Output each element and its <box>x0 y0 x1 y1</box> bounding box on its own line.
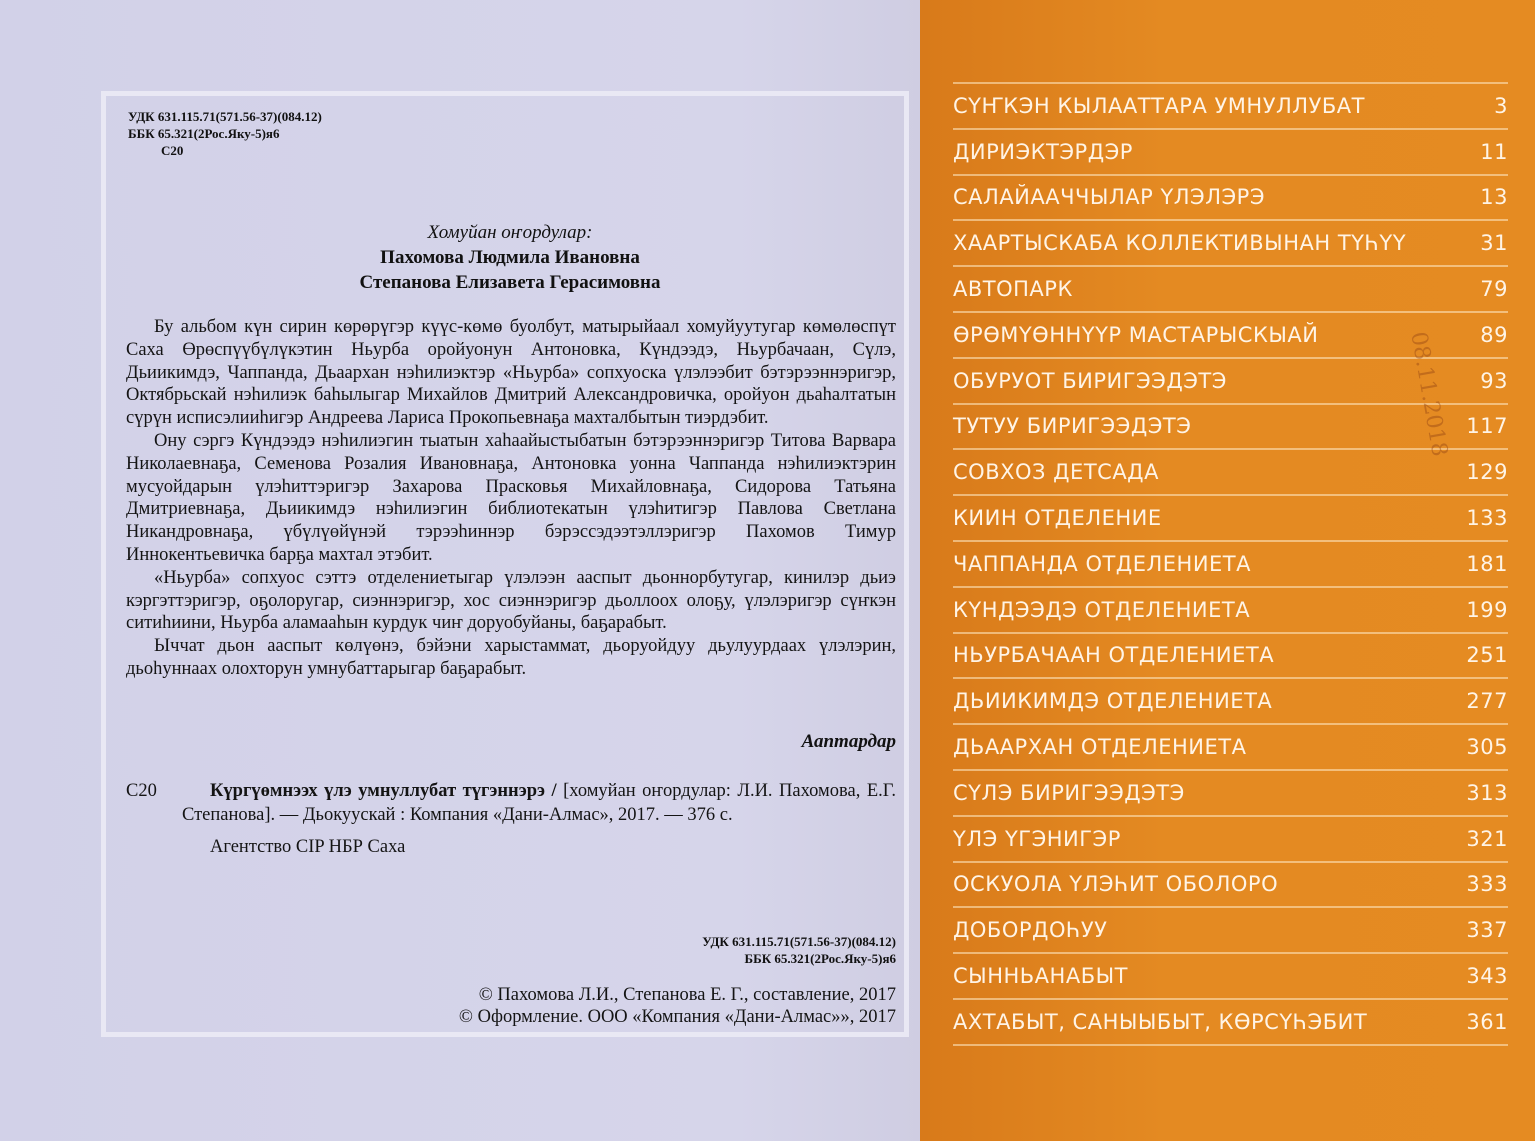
toc-page-number: 3 <box>1494 93 1508 118</box>
toc-title: НЬУРБАЧААН ОТДЕЛЕНИЕТА <box>953 643 1275 668</box>
toc-page-number: 277 <box>1466 689 1508 714</box>
compilers-block <box>120 220 900 295</box>
compiler-name: Степанова Елизавета Герасимовна <box>359 272 661 293</box>
toc-page-number: 199 <box>1466 597 1508 622</box>
toc-page-number: 133 <box>1466 506 1508 531</box>
paragraph: Ону сэргэ Күндээдэ нэһилиэгин тыатын хаһаайыстыбатын бэтэрээннэригэр Титова Варвара Николаевнаҕа, Семенова Розалия Ивановнаҕа, Антоновка уонна Чаппанда нэһилиэктэрин мусуойдарын үлэһиттэригэр Захарова Прасковья Михайловнаҕа, Сидорова Татьяна Дмитриевнаҕа, Дьиикимдэ нэһилиэгин библиотекатын үлэһитигэр Павлова Светлана Никандровнаҕа, үбүлүөйүнэй тэрээһиннэр бэрэссэдээтэллэригэр Пахомов Тимур Иннокентьевичка барҕа махтал этэбит. <box>126 430 896 565</box>
toc-page-number: 251 <box>1466 643 1508 668</box>
compiler-name: Пахомова Людмила Ивановна <box>380 247 640 268</box>
toc-item[interactable] <box>953 679 1508 725</box>
author-mark: С20 <box>161 143 184 158</box>
toc-page-number: 31 <box>1480 231 1508 256</box>
toc-item[interactable] <box>953 954 1508 1000</box>
udk-bottom <box>560 933 896 967</box>
toc-item[interactable] <box>953 130 1508 176</box>
toc-page-number: 93 <box>1480 368 1508 393</box>
toc-title: ДЬИИКИМДЭ ОТДЕЛЕНИЕТА <box>953 689 1273 714</box>
toc-item[interactable] <box>953 176 1508 222</box>
toc-title: СҮЛЭ БИРИГЭЭДЭТЭ <box>953 780 1185 805</box>
bbk-line: ББК 65.321(2Рос.Яку-5)я6 <box>128 126 280 141</box>
toc-title: ХААРТЫСКАБА КОЛЛЕКТИВЫНАН ТҮҺҮҮ <box>953 231 1407 256</box>
toc-item[interactable] <box>953 863 1508 909</box>
toc-title: СҮҤКЭН КЫЛААТТАРА УМНУЛЛУБАТ <box>953 93 1365 118</box>
toc-title: КИИН ОТДЕЛЕНИЕ <box>953 506 1162 531</box>
toc-item[interactable] <box>953 496 1508 542</box>
paragraph: «Ньурба» сопхуос сэттэ отделениетыгар үлэлээн ааспыт дьоннорбутугар, кинилэр дьиэ кэргэттэригэр, оҕолоругар, сиэннэригэр, хос сиэннэригэр дьоллоох олоҕу, үлэлэригэр сүҥкэн ситиһиини, Ньурба аламааһын курдук чиҥ доруобуйаны, баҕарабыт. <box>126 567 896 634</box>
toc-title: АВТОПАРК <box>953 277 1073 302</box>
toc-page-number: 181 <box>1466 551 1508 576</box>
biblio-text <box>182 779 896 827</box>
toc-title: ЧАППАНДА ОТДЕЛЕНИЕТА <box>953 551 1252 576</box>
toc-page-number: 321 <box>1466 826 1508 851</box>
paragraph: Ыччат дьон ааспыт көлүөнэ, бэйэни харыстаммат, дьоруойдуу дьулуурдаах үлэлэрин, дьоһуннаах олохторун умнубаттарыгар баҕарабыт. <box>126 636 896 679</box>
toc-item[interactable] <box>953 1000 1508 1046</box>
acknowledgement-text <box>126 316 896 681</box>
udk-line: УДК 631.115.71(571.56-37)(084.12) <box>128 109 322 124</box>
toc-page-number: 313 <box>1466 780 1508 805</box>
biblio-title: Күргүөмнээх үлэ умнуллубат түгэннэрэ / <box>210 781 557 801</box>
toc-title: СЫННЬАНАБЫТ <box>953 964 1128 989</box>
bbk-line: ББК 65.321(2Рос.Яку-5)я6 <box>744 951 896 966</box>
toc-item[interactable] <box>953 450 1508 496</box>
toc-item[interactable] <box>953 542 1508 588</box>
toc-page-number: 89 <box>1480 322 1508 347</box>
toc-title: АХТАБЫТ, САНЫЫБЫТ, КӨРСҮҺЭБИТ <box>953 1009 1368 1034</box>
toc-title: ОСКУОЛА ҮЛЭҺИТ ОБОЛОРО <box>953 872 1279 897</box>
udk-top <box>128 108 322 159</box>
toc-title: ҮЛЭ ҮГЭНИГЭР <box>953 826 1121 851</box>
toc-title: ОБУРУОТ БИРИГЭЭДЭТЭ <box>953 368 1227 393</box>
toc-title: КҮНДЭЭДЭ ОТДЕЛЕНИЕТА <box>953 597 1251 622</box>
toc-page-number: 337 <box>1466 918 1508 943</box>
toc-title: СОВХОЗ ДЕТСАДА <box>953 460 1159 485</box>
paragraph: Бу альбом күн сирин көрөрүгэр күүс-көмө буолбут, матырыйаал хомуйуутугар көмөлөспүт Саха Өрөспүүбүлүкэтин Ньурба оройуонун Антоновка, Күндээдэ, Ньурбачаан, Сүлэ, Дьиикимдэ, Чаппанда, Дьаархан нэһилиэктэр «Ньурба» сопхуоска үлэлээбит бэтэрээннэригэр, Октябрьскай нэһилиэк баһылыгар Михайлов Дмитрий Александровичка, оройуон дьаһалтатын сүрүн исписэлииһигэр Андреева Лариса Прокопьевнаҕа махталбытын тиэрдэбит. <box>126 317 896 429</box>
toc-item[interactable] <box>953 725 1508 771</box>
toc-page-number: 117 <box>1466 414 1508 439</box>
biblio-code: С20 <box>126 781 157 801</box>
toc-page-number: 305 <box>1466 735 1508 760</box>
toc-title: ДИРИЭКТЭРДЭР <box>953 139 1133 164</box>
toc-item[interactable] <box>953 588 1508 634</box>
toc-page-number: 13 <box>1480 185 1508 210</box>
udk-line: УДК 631.115.71(571.56-37)(084.12) <box>702 934 896 949</box>
copyright-line: © Пахомова Л.И., Степанова Е. Г., составление, 2017 <box>478 985 896 1005</box>
toc-title: САЛАЙААЧЧЫЛАР ҮЛЭЛЭРЭ <box>953 185 1266 210</box>
toc-title: ДОБОРДОҺУУ <box>953 918 1108 943</box>
toc-title: ТУТУУ БИРИГЭЭДЭТЭ <box>953 414 1192 439</box>
toc-title: ӨРӨМҮӨННҮҮР МАСТАРЫСКЫАЙ <box>953 322 1319 347</box>
toc-item[interactable] <box>953 908 1508 954</box>
toc-page-number: 361 <box>1466 1009 1508 1034</box>
toc-item[interactable] <box>953 771 1508 817</box>
authors-signature: Ааптардар <box>801 731 896 752</box>
table-of-contents <box>953 82 1508 1046</box>
toc-page-number: 343 <box>1466 964 1508 989</box>
toc-item[interactable] <box>953 84 1508 130</box>
toc-item[interactable] <box>953 817 1508 863</box>
toc-item[interactable] <box>953 221 1508 267</box>
toc-item[interactable] <box>953 267 1508 313</box>
toc-page-number: 333 <box>1466 872 1508 897</box>
toc-page-number: 11 <box>1480 139 1508 164</box>
toc-page-number: 79 <box>1480 277 1508 302</box>
toc-item[interactable] <box>953 634 1508 680</box>
agency-line: Агентство СIP НБР Саха <box>210 837 406 857</box>
copyright-block <box>360 984 896 1028</box>
toc-page-number: 129 <box>1466 460 1508 485</box>
copyright-line: © Оформление. ООО «Компания «Дани-Алмас»», 2017 <box>458 1007 896 1027</box>
toc-title: ДЬААРХАН ОТДЕЛЕНИЕТА <box>953 735 1247 760</box>
bibliographic-record <box>126 779 896 827</box>
compilers-header: Хомуйан оҥордулар: <box>427 222 593 243</box>
biblio-details: [хомуйан оҥордулар: Л.И. Пахомова, Е.Г. Степанова]. — Дьокуускай : Компания «Дани-Алмас», 2017. — 376 с. <box>182 781 896 825</box>
